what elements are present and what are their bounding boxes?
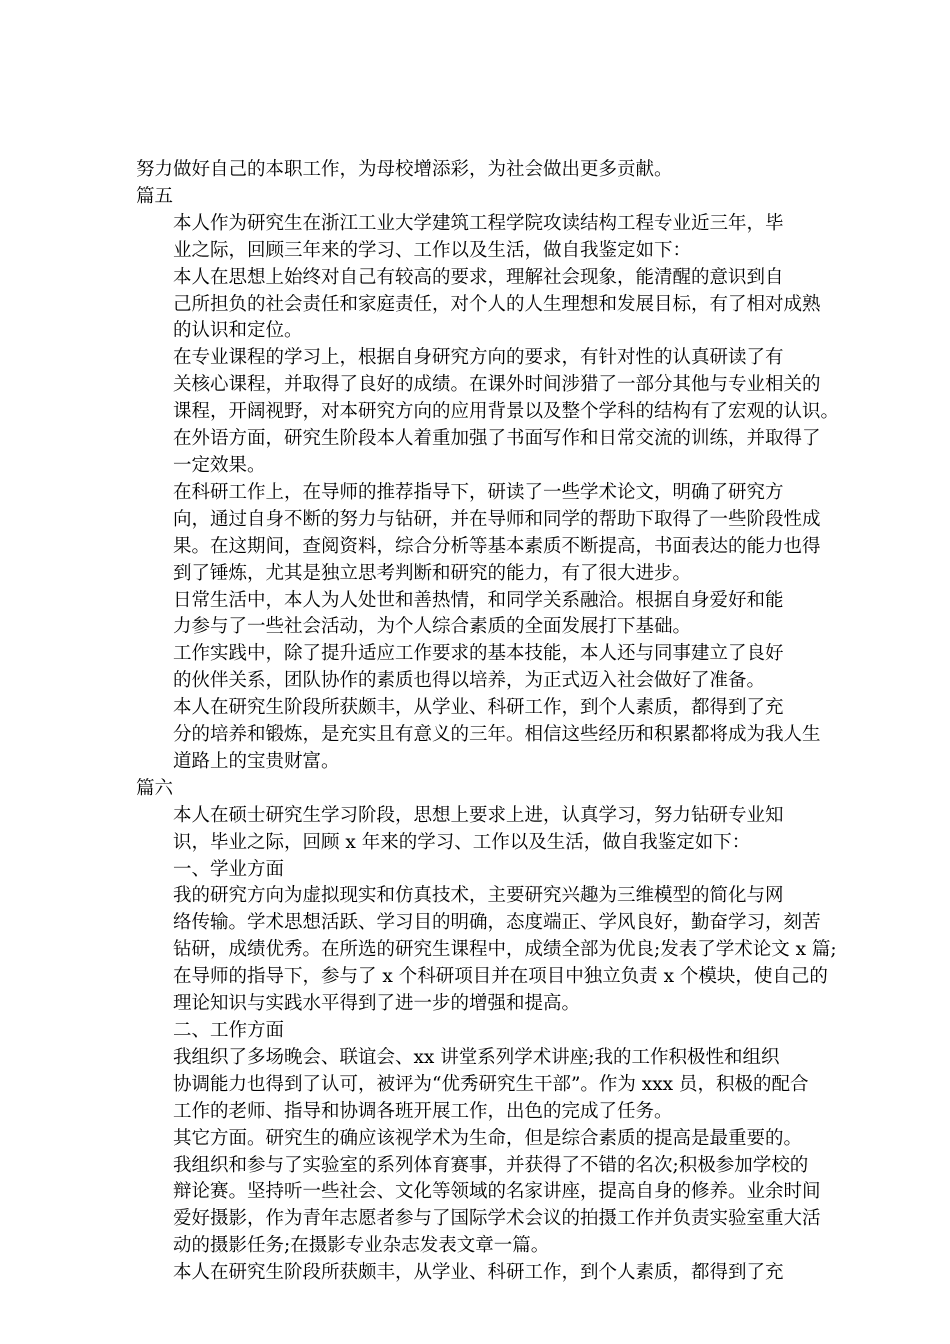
paragraph [136, 1126, 846, 1261]
text-line: 的伙伴关系，团队协作的素质也得以培养，为正式迈入社会做好了准备。 [173, 670, 766, 692]
text-line: 力参与了一些社会活动，为个人综合素质的全面发展打下基础。 [173, 616, 692, 638]
text-line: 本人在硕士研究生学习阶段，思想上要求上进，认真学习，努力钻研专业知 [173, 804, 784, 826]
text-line: 辩论赛。坚持听一些社会、文化等领域的名家讲座，提高自身的修养。业余时间 [173, 1181, 821, 1203]
paragraph [136, 157, 846, 184]
text-line: 识，毕业之际，回顾 x 年来的学习、工作以及生活，做自我鉴定如下： [173, 831, 751, 853]
paragraph [136, 211, 846, 265]
paragraph [136, 1260, 846, 1287]
paragraph [136, 857, 846, 884]
text-line: 道路上的宝贵财富。 [173, 750, 340, 772]
text-line: 工作实践中，除了提升适应工作要求的基本技能，本人还与同事建立了良好 [173, 643, 784, 665]
text-line: 分的培养和锻炼，是充实且有意义的三年。相信这些经历和积累都将成为我人生 [173, 724, 821, 746]
paragraph [136, 345, 846, 480]
text-line: 到了锤炼，尤其是独立思考判断和研究的能力，有了很大进步。 [173, 562, 692, 584]
text-line: 我组织和参与了实验室的系列体育赛事，并获得了不错的名次;积极参加学校的 [173, 1154, 809, 1176]
text-line: 工作的老师、指导和协调各班开展工作，出色的完成了任务。 [173, 1100, 673, 1122]
document-page [136, 157, 846, 1287]
text-line: 己所担负的社会责任和家庭责任，对个人的人生理想和发展目标，有了相对成熟 [173, 293, 821, 315]
paragraph [136, 265, 846, 346]
paragraph [136, 1045, 846, 1126]
text-line: 本人在研究生阶段所获颇丰，从学业、科研工作，到个人素质，都得到了充 [173, 1262, 784, 1284]
text-line: 其它方面。研究生的确应该视学术为生命，但是综合素质的提高是最重要的。 [173, 1127, 803, 1149]
text-line: 篇五 [136, 185, 174, 207]
text-line: 二、工作方面 [173, 1020, 285, 1041]
paragraph [136, 1018, 846, 1045]
text-line: 业之际，回顾三年来的学习、工作以及生活，做自我鉴定如下： [173, 239, 692, 261]
section-heading [136, 184, 846, 211]
text-line: 本人在思想上始终对自己有较高的要求，理解社会现象，能清醒的意识到自 [173, 266, 784, 288]
text-line: 爱好摄影，作为青年志愿者参与了国际学术会议的拍摄工作并负责实验室重大活 [173, 1208, 821, 1230]
text-line: 在导师的指导下，参与了 x 个科研项目并在项目中独立负责 x 个模块，使自己的 [173, 966, 828, 988]
text-line: 课程，开阔视野，对本研究方向的应用背景以及整个学科的结构有了宏观的认识。 [173, 401, 840, 423]
text-line: 钻研，成绩优秀。在所选的研究生课程中，成绩全部为优良;发表了学术论文 x 篇; [173, 939, 837, 961]
paragraph [136, 883, 846, 1018]
text-line: 果。在这期间，查阅资料，综合分析等基本素质不断提高，书面表达的能力也得 [173, 535, 821, 557]
text-line: 努力做好自己的本职工作，为母校增添彩，为社会做出更多贡献。 [136, 159, 673, 180]
text-line: 日常生活中，本人为人处世和善热情，和同学关系融洽。根据自身爱好和能 [173, 589, 784, 611]
text-line: 我的研究方向为虚拟现实和仿真技术，主要研究兴趣为三维模型的简化与网 [173, 885, 784, 907]
text-line: 理论知识与实践水平得到了进一步的增强和提高。 [173, 993, 581, 1015]
text-line: 在外语方面，研究生阶段本人着重加强了书面写作和日常交流的训练，并取得了 [173, 428, 821, 450]
paragraph [136, 695, 846, 776]
text-line: 本人在研究生阶段所获颇丰，从学业、科研工作，到个人素质，都得到了充 [173, 697, 784, 719]
text-line: 在科研工作上，在导师的推荐指导下，研读了一些学术论文，明确了研究方 [173, 481, 784, 503]
text-line: 篇六 [136, 777, 174, 799]
text-line: 在专业课程的学习上，根据自身研究方向的要求，有针对性的认真研读了有 [173, 347, 784, 369]
text-line: 动的摄影任务;在摄影专业杂志发表文章一篇。 [173, 1235, 550, 1257]
text-line: 我组织了多场晚会、联谊会、xx 讲堂系列学术讲座;我的工作积极性和组织 [173, 1046, 780, 1068]
text-line: 本人作为研究生在浙江工业大学建筑工程学院攻读结构工程专业近三年，毕 [173, 212, 784, 234]
text-line: 向，通过自身不断的努力与钻研，并在导师和同学的帮助下取得了一些阶段性成 [173, 508, 821, 530]
section-heading [136, 776, 846, 803]
text-line: 一、学业方面 [173, 858, 285, 880]
text-line: 一定效果。 [173, 454, 266, 476]
text-line: 协调能力也得到了认可，被评为“优秀研究生干部”。作为 xxx 员，积极的配合 [173, 1073, 809, 1095]
paragraph [136, 641, 846, 695]
paragraph [136, 803, 846, 857]
text-line: 络传输。学术思想活跃、学习目的明确，态度端正、学风良好，勤奋学习，刻苦 [173, 912, 821, 934]
paragraph [136, 588, 846, 642]
text-line: 关核心课程，并取得了良好的成绩。在课外时间涉猎了一部分其他与专业相关的 [173, 374, 821, 396]
paragraph [136, 480, 846, 588]
text-line: 的认识和定位。 [173, 320, 303, 342]
